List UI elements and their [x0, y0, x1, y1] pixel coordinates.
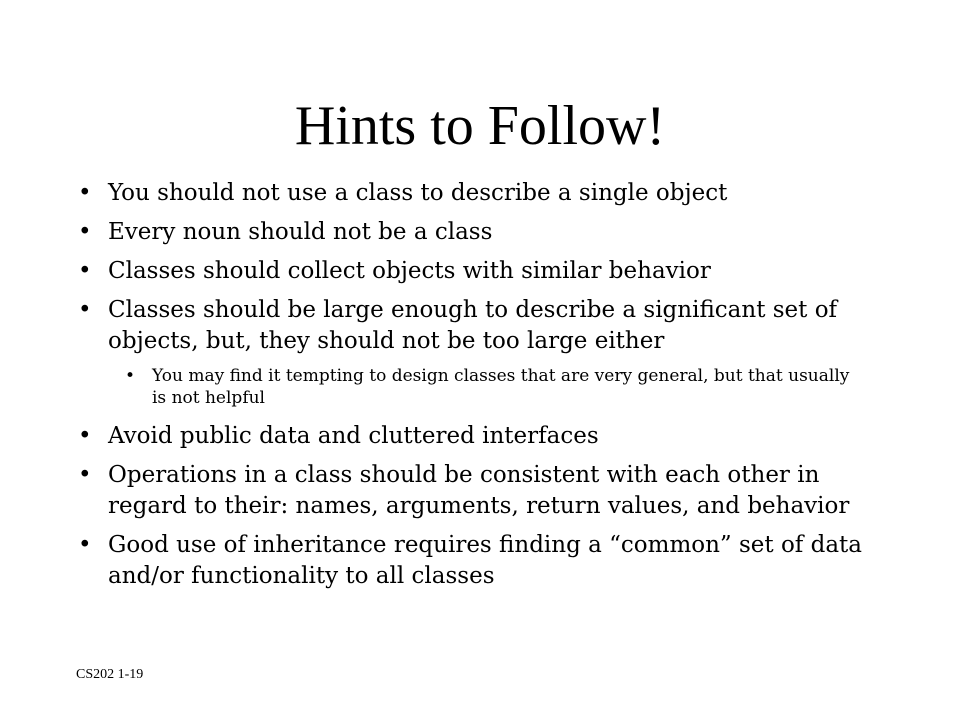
bullet-text: Classes should collect objects with similar behavior — [108, 258, 711, 284]
bullet-text: Avoid public data and cluttered interfaces — [108, 423, 599, 449]
bullet-item — [78, 530, 898, 592]
bullet-text: Good use of inheritance requires finding a “common” set of data and/or functionality to all classes — [108, 532, 863, 589]
bullet-text: Classes should be large enough to describe a significant set of objects, but, they should not be too large either — [108, 297, 838, 354]
bullet-icon: • — [78, 423, 92, 449]
sub-bullet-icon: • — [125, 366, 136, 386]
bullet-icon: • — [78, 219, 92, 245]
bullet-item — [78, 421, 898, 452]
bullet-icon: • — [78, 180, 92, 206]
bullet-icon: • — [78, 258, 92, 284]
bullet-item — [78, 460, 898, 522]
bullet-text: Every noun should not be a class — [108, 219, 493, 245]
bullet-item — [78, 295, 898, 357]
bullet-text: You should not use a class to describe a single object — [108, 180, 728, 206]
bullet-item — [78, 217, 898, 248]
slide-footer: CS202 1-19 — [76, 667, 144, 682]
slide-title: Hints to Follow! — [294, 95, 666, 157]
sub-bullet-text: You may find it tempting to design classes that are very general, but that usually is not helpful — [152, 366, 850, 408]
bullet-list — [78, 178, 898, 600]
sub-bullet-item — [125, 365, 852, 409]
bullet-text: Operations in a class should be consistent with each other in regard to their: names, arguments, return values, and behavior — [108, 462, 850, 519]
bullet-icon: • — [78, 297, 92, 323]
bullet-icon: • — [78, 532, 92, 558]
bullet-item — [78, 178, 898, 209]
bullet-icon: • — [78, 462, 92, 488]
bullet-item — [78, 256, 898, 287]
